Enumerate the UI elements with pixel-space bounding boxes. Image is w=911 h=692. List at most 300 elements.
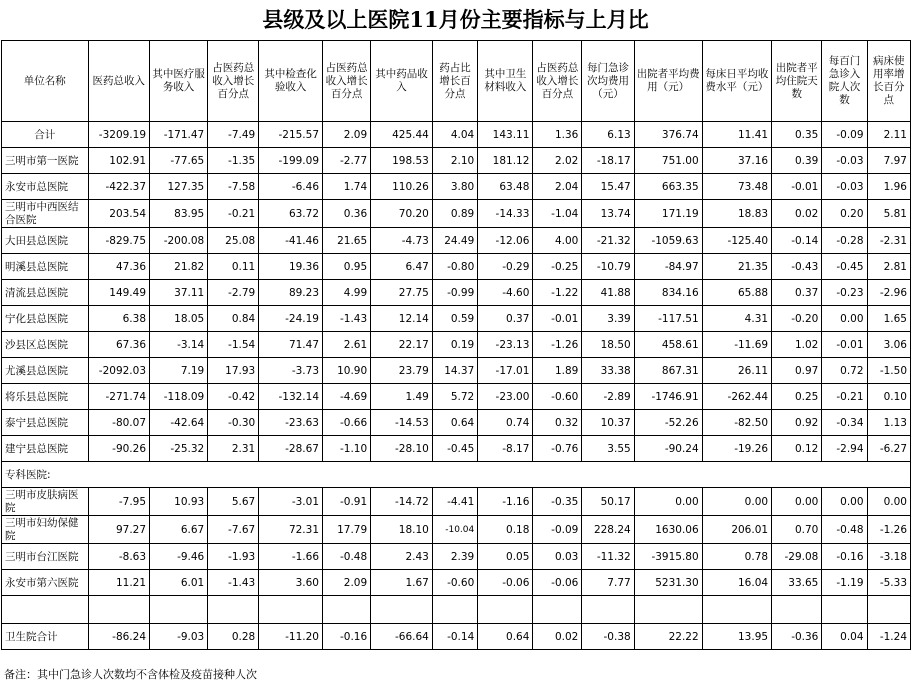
- value-cell: -25.32: [150, 436, 208, 462]
- value-cell: -23.63: [259, 410, 323, 436]
- value-cell: -0.21: [208, 200, 259, 228]
- value-cell: 376.74: [634, 122, 702, 148]
- value-cell: -0.03: [822, 174, 867, 200]
- value-cell: -0.45: [432, 436, 477, 462]
- value-cell: 0.19: [432, 332, 477, 358]
- empty-cell: [2, 596, 89, 624]
- footnote: 备注：其中门急诊人次数均不含体检及疫苗接种人次: [4, 668, 257, 681]
- value-cell: -0.36: [772, 624, 822, 650]
- value-cell: -0.60: [432, 570, 477, 596]
- value-cell: -2.31: [867, 228, 910, 254]
- value-cell: 63.72: [259, 200, 323, 228]
- value-cell: -8.63: [88, 544, 149, 570]
- value-cell: 0.25: [772, 384, 822, 410]
- value-cell: 33.38: [582, 358, 634, 384]
- value-cell: -422.37: [88, 174, 149, 200]
- value-cell: 867.31: [634, 358, 702, 384]
- header-row: [2, 41, 911, 122]
- value-cell: -2.79: [208, 280, 259, 306]
- value-cell: 27.75: [371, 280, 433, 306]
- value-cell: 2.61: [323, 332, 371, 358]
- value-cell: -28.10: [371, 436, 433, 462]
- column-header: 其中卫生材料收入: [478, 41, 533, 122]
- value-cell: 63.48: [478, 174, 533, 200]
- table-row: [2, 174, 911, 200]
- value-cell: -12.06: [478, 228, 533, 254]
- value-cell: -0.76: [533, 436, 582, 462]
- value-cell: 1.65: [867, 306, 910, 332]
- value-cell: -0.28: [822, 228, 867, 254]
- value-cell: 71.47: [259, 332, 323, 358]
- value-cell: 3.39: [582, 306, 634, 332]
- empty-cell: [259, 596, 323, 624]
- value-cell: 1.74: [323, 174, 371, 200]
- value-cell: 0.05: [478, 544, 533, 570]
- value-cell: -118.09: [150, 384, 208, 410]
- value-cell: -2092.03: [88, 358, 149, 384]
- unit-name-cell: 清流县总医院: [2, 280, 89, 306]
- unit-name-cell: 合计: [2, 122, 89, 148]
- value-cell: 0.00: [634, 488, 702, 516]
- value-cell: 89.23: [259, 280, 323, 306]
- value-cell: -1.26: [867, 516, 910, 544]
- value-cell: -0.16: [822, 544, 867, 570]
- value-cell: 0.74: [478, 410, 533, 436]
- table-title: 县级及以上医院11月份主要指标与上月比: [262, 7, 649, 32]
- value-cell: -1.93: [208, 544, 259, 570]
- value-cell: -0.34: [822, 410, 867, 436]
- value-cell: -3.73: [259, 358, 323, 384]
- value-cell: -132.14: [259, 384, 323, 410]
- empty-cell: [533, 596, 582, 624]
- value-cell: 0.70: [772, 516, 822, 544]
- value-cell: 198.53: [371, 148, 433, 174]
- value-cell: 18.10: [371, 516, 433, 544]
- value-cell: -77.65: [150, 148, 208, 174]
- value-cell: 0.02: [772, 200, 822, 228]
- value-cell: -271.74: [88, 384, 149, 410]
- value-cell: -14.53: [371, 410, 433, 436]
- value-cell: 47.36: [88, 254, 149, 280]
- value-cell: 23.79: [371, 358, 433, 384]
- value-cell: -7.67: [208, 516, 259, 544]
- value-cell: 0.20: [822, 200, 867, 228]
- value-cell: 7.77: [582, 570, 634, 596]
- value-cell: 4.99: [323, 280, 371, 306]
- value-cell: 18.83: [702, 200, 771, 228]
- value-cell: -1.10: [323, 436, 371, 462]
- value-cell: -1.26: [533, 332, 582, 358]
- value-cell: -23.13: [478, 332, 533, 358]
- value-cell: -19.26: [702, 436, 771, 462]
- value-cell: 0.04: [822, 624, 867, 650]
- column-header: 每门急诊次均费用（元）: [582, 41, 634, 122]
- unit-name-cell: 尤溪县总医院: [2, 358, 89, 384]
- value-cell: 17.79: [323, 516, 371, 544]
- value-cell: 13.95: [702, 624, 771, 650]
- table-row: [2, 332, 911, 358]
- value-cell: 2.02: [533, 148, 582, 174]
- value-cell: -0.01: [822, 332, 867, 358]
- value-cell: -3.18: [867, 544, 910, 570]
- value-cell: 7.19: [150, 358, 208, 384]
- value-cell: 26.11: [702, 358, 771, 384]
- table-row: [2, 436, 911, 462]
- value-cell: 5231.30: [634, 570, 702, 596]
- value-cell: -0.35: [533, 488, 582, 516]
- value-cell: 1.96: [867, 174, 910, 200]
- value-cell: 33.65: [772, 570, 822, 596]
- value-cell: -4.73: [371, 228, 433, 254]
- value-cell: -4.69: [323, 384, 371, 410]
- value-cell: -1.22: [533, 280, 582, 306]
- value-cell: 102.91: [88, 148, 149, 174]
- value-cell: 6.67: [150, 516, 208, 544]
- value-cell: -0.42: [208, 384, 259, 410]
- value-cell: 22.22: [634, 624, 702, 650]
- value-cell: -90.24: [634, 436, 702, 462]
- value-cell: 2.39: [432, 544, 477, 570]
- column-header: 药占比增长百分点: [432, 41, 477, 122]
- table-body: [2, 122, 911, 650]
- table-row: [2, 384, 911, 410]
- empty-cell: [88, 596, 149, 624]
- unit-name-cell: 三明市第一医院: [2, 148, 89, 174]
- unit-name-cell: 永安市第六医院: [2, 570, 89, 596]
- value-cell: 0.84: [208, 306, 259, 332]
- value-cell: 6.38: [88, 306, 149, 332]
- value-cell: -0.21: [822, 384, 867, 410]
- column-header: 占医药总收入增长百分点: [533, 41, 582, 122]
- value-cell: 171.19: [634, 200, 702, 228]
- value-cell: 0.64: [432, 410, 477, 436]
- value-cell: 10.37: [582, 410, 634, 436]
- value-cell: 37.11: [150, 280, 208, 306]
- value-cell: 143.11: [478, 122, 533, 148]
- value-cell: -9.03: [150, 624, 208, 650]
- value-cell: 2.10: [432, 148, 477, 174]
- value-cell: 10.93: [150, 488, 208, 516]
- value-cell: 834.16: [634, 280, 702, 306]
- value-cell: -14.72: [371, 488, 433, 516]
- column-header: 其中医疗服务收入: [150, 41, 208, 122]
- column-header: 出院者平均费用（元）: [634, 41, 702, 122]
- value-cell: -0.23: [822, 280, 867, 306]
- value-cell: -1746.91: [634, 384, 702, 410]
- value-cell: 2.09: [323, 570, 371, 596]
- value-cell: -0.29: [478, 254, 533, 280]
- value-cell: 18.50: [582, 332, 634, 358]
- value-cell: -66.64: [371, 624, 433, 650]
- value-cell: -7.49: [208, 122, 259, 148]
- value-cell: 13.74: [582, 200, 634, 228]
- value-cell: 0.92: [772, 410, 822, 436]
- value-cell: -0.60: [533, 384, 582, 410]
- value-cell: -6.46: [259, 174, 323, 200]
- value-cell: 1.89: [533, 358, 582, 384]
- value-cell: -90.26: [88, 436, 149, 462]
- value-cell: 4.04: [432, 122, 477, 148]
- value-cell: 0.00: [702, 488, 771, 516]
- value-cell: 0.02: [533, 624, 582, 650]
- value-cell: -4.41: [432, 488, 477, 516]
- table-row: [2, 228, 911, 254]
- empty-cell: [867, 596, 910, 624]
- value-cell: 0.00: [822, 488, 867, 516]
- value-cell: 0.32: [533, 410, 582, 436]
- value-cell: -3.14: [150, 332, 208, 358]
- value-cell: 5.81: [867, 200, 910, 228]
- value-cell: 0.03: [533, 544, 582, 570]
- value-cell: -84.97: [634, 254, 702, 280]
- value-cell: 65.88: [702, 280, 771, 306]
- value-cell: 3.60: [259, 570, 323, 596]
- value-cell: 12.14: [371, 306, 433, 332]
- value-cell: -0.91: [323, 488, 371, 516]
- empty-cell: [822, 596, 867, 624]
- value-cell: -42.64: [150, 410, 208, 436]
- empty-cell: [150, 596, 208, 624]
- value-cell: -11.69: [702, 332, 771, 358]
- value-cell: 72.31: [259, 516, 323, 544]
- table-row: [2, 516, 911, 544]
- table-row: [2, 200, 911, 228]
- value-cell: -1.43: [323, 306, 371, 332]
- value-cell: 663.35: [634, 174, 702, 200]
- value-cell: -17.01: [478, 358, 533, 384]
- value-cell: 0.11: [208, 254, 259, 280]
- value-cell: -0.30: [208, 410, 259, 436]
- table-row: [2, 624, 911, 650]
- value-cell: -82.50: [702, 410, 771, 436]
- value-cell: 2.11: [867, 122, 910, 148]
- value-cell: 2.81: [867, 254, 910, 280]
- value-cell: 22.17: [371, 332, 433, 358]
- value-cell: 1.49: [371, 384, 433, 410]
- unit-name-cell: 三明市皮肤病医院: [2, 488, 89, 516]
- value-cell: 203.54: [88, 200, 149, 228]
- value-cell: 127.35: [150, 174, 208, 200]
- value-cell: 21.82: [150, 254, 208, 280]
- empty-cell: [323, 596, 371, 624]
- empty-cell: [432, 596, 477, 624]
- value-cell: 4.31: [702, 306, 771, 332]
- value-cell: -262.44: [702, 384, 771, 410]
- value-cell: 3.06: [867, 332, 910, 358]
- unit-name-cell: 沙县区总医院: [2, 332, 89, 358]
- value-cell: -0.14: [432, 624, 477, 650]
- value-cell: -10.04: [432, 516, 477, 544]
- empty-cell: [702, 596, 771, 624]
- value-cell: -3.01: [259, 488, 323, 516]
- value-cell: -80.07: [88, 410, 149, 436]
- unit-name-cell: 永安市总医院: [2, 174, 89, 200]
- column-header: 每百门急诊入院人次数: [822, 41, 867, 122]
- value-cell: 0.39: [772, 148, 822, 174]
- value-cell: 6.01: [150, 570, 208, 596]
- value-cell: -125.40: [702, 228, 771, 254]
- value-cell: 1.13: [867, 410, 910, 436]
- value-cell: 37.16: [702, 148, 771, 174]
- value-cell: -1.66: [259, 544, 323, 570]
- value-cell: -199.09: [259, 148, 323, 174]
- value-cell: 3.55: [582, 436, 634, 462]
- value-cell: -2.94: [822, 436, 867, 462]
- column-header: 占医药总收入增长百分点: [208, 41, 259, 122]
- value-cell: -215.57: [259, 122, 323, 148]
- unit-name-cell: 三明市中西医结合医院: [2, 200, 89, 228]
- value-cell: 5.67: [208, 488, 259, 516]
- value-cell: -1.43: [208, 570, 259, 596]
- value-cell: -0.48: [822, 516, 867, 544]
- value-cell: 1630.06: [634, 516, 702, 544]
- value-cell: 1.02: [772, 332, 822, 358]
- value-cell: 0.59: [432, 306, 477, 332]
- value-cell: -6.27: [867, 436, 910, 462]
- value-cell: -0.25: [533, 254, 582, 280]
- value-cell: 21.35: [702, 254, 771, 280]
- unit-name-cell: 宁化县总医院: [2, 306, 89, 332]
- value-cell: 16.04: [702, 570, 771, 596]
- value-cell: 1.67: [371, 570, 433, 596]
- value-cell: 0.35: [772, 122, 822, 148]
- value-cell: -3915.80: [634, 544, 702, 570]
- spacer-row: [2, 596, 911, 624]
- value-cell: 0.72: [822, 358, 867, 384]
- empty-cell: [371, 596, 433, 624]
- value-cell: -2.96: [867, 280, 910, 306]
- value-cell: 7.97: [867, 148, 910, 174]
- value-cell: -14.33: [478, 200, 533, 228]
- value-cell: 11.21: [88, 570, 149, 596]
- empty-cell: [582, 596, 634, 624]
- column-header: 占医药总收入增长百分点: [323, 41, 371, 122]
- empty-cell: [208, 596, 259, 624]
- value-cell: 0.78: [702, 544, 771, 570]
- value-cell: -1.16: [478, 488, 533, 516]
- value-cell: -117.51: [634, 306, 702, 332]
- value-cell: 4.00: [533, 228, 582, 254]
- value-cell: 0.18: [478, 516, 533, 544]
- value-cell: -0.03: [822, 148, 867, 174]
- value-cell: -171.47: [150, 122, 208, 148]
- value-cell: 50.17: [582, 488, 634, 516]
- value-cell: 25.08: [208, 228, 259, 254]
- unit-name-cell: 三明市妇幼保健院: [2, 516, 89, 544]
- empty-cell: [478, 596, 533, 624]
- value-cell: -0.45: [822, 254, 867, 280]
- unit-name-cell: 三明市台江医院: [2, 544, 89, 570]
- value-cell: -0.16: [323, 624, 371, 650]
- value-cell: -200.08: [150, 228, 208, 254]
- value-cell: -1.19: [822, 570, 867, 596]
- unit-name-cell: 将乐县总医院: [2, 384, 89, 410]
- column-header: 每床日平均收费水平（元）: [702, 41, 771, 122]
- table-row: [2, 148, 911, 174]
- value-cell: -24.19: [259, 306, 323, 332]
- value-cell: -2.89: [582, 384, 634, 410]
- value-cell: 2.04: [533, 174, 582, 200]
- value-cell: -0.20: [772, 306, 822, 332]
- value-cell: 0.97: [772, 358, 822, 384]
- value-cell: -0.66: [323, 410, 371, 436]
- value-cell: -21.32: [582, 228, 634, 254]
- value-cell: 15.47: [582, 174, 634, 200]
- value-cell: -1.35: [208, 148, 259, 174]
- value-cell: -11.32: [582, 544, 634, 570]
- value-cell: 0.12: [772, 436, 822, 462]
- value-cell: 83.95: [150, 200, 208, 228]
- value-cell: -0.09: [822, 122, 867, 148]
- value-cell: 21.65: [323, 228, 371, 254]
- unit-name-cell: 明溪县总医院: [2, 254, 89, 280]
- table-row: [2, 410, 911, 436]
- value-cell: 17.93: [208, 358, 259, 384]
- value-cell: 2.09: [323, 122, 371, 148]
- value-cell: 41.88: [582, 280, 634, 306]
- value-cell: -0.06: [533, 570, 582, 596]
- value-cell: -0.09: [533, 516, 582, 544]
- value-cell: 0.37: [772, 280, 822, 306]
- value-cell: 0.64: [478, 624, 533, 650]
- value-cell: -3209.19: [88, 122, 149, 148]
- table-row: [2, 122, 911, 148]
- column-header: 出院者平均住院天数: [772, 41, 822, 122]
- value-cell: 5.72: [432, 384, 477, 410]
- value-cell: -52.26: [634, 410, 702, 436]
- value-cell: 14.37: [432, 358, 477, 384]
- value-cell: 0.89: [432, 200, 477, 228]
- value-cell: -0.01: [533, 306, 582, 332]
- column-header: 病床使用率增长百分点: [867, 41, 910, 122]
- value-cell: -11.20: [259, 624, 323, 650]
- value-cell: -0.38: [582, 624, 634, 650]
- section-row: [2, 462, 911, 488]
- value-cell: -28.67: [259, 436, 323, 462]
- value-cell: 24.49: [432, 228, 477, 254]
- table-row: [2, 544, 911, 570]
- value-cell: 751.00: [634, 148, 702, 174]
- value-cell: -41.46: [259, 228, 323, 254]
- column-header: 其中检查化验收入: [259, 41, 323, 122]
- section-label: 专科医院:: [2, 462, 911, 488]
- value-cell: 11.41: [702, 122, 771, 148]
- value-cell: 6.47: [371, 254, 433, 280]
- value-cell: 0.28: [208, 624, 259, 650]
- table-row: [2, 306, 911, 332]
- value-cell: 3.80: [432, 174, 477, 200]
- value-cell: 2.31: [208, 436, 259, 462]
- value-cell: -0.48: [323, 544, 371, 570]
- value-cell: 206.01: [702, 516, 771, 544]
- value-cell: 19.36: [259, 254, 323, 280]
- value-cell: -86.24: [88, 624, 149, 650]
- value-cell: -7.58: [208, 174, 259, 200]
- value-cell: 0.95: [323, 254, 371, 280]
- value-cell: 425.44: [371, 122, 433, 148]
- value-cell: 10.90: [323, 358, 371, 384]
- indicator-table: [1, 40, 911, 650]
- table-row: [2, 280, 911, 306]
- unit-name-cell: 卫生院合计: [2, 624, 89, 650]
- table-row: [2, 254, 911, 280]
- value-cell: -829.75: [88, 228, 149, 254]
- table-row: [2, 358, 911, 384]
- value-cell: 0.00: [867, 488, 910, 516]
- value-cell: 0.36: [323, 200, 371, 228]
- value-cell: 0.37: [478, 306, 533, 332]
- value-cell: -5.33: [867, 570, 910, 596]
